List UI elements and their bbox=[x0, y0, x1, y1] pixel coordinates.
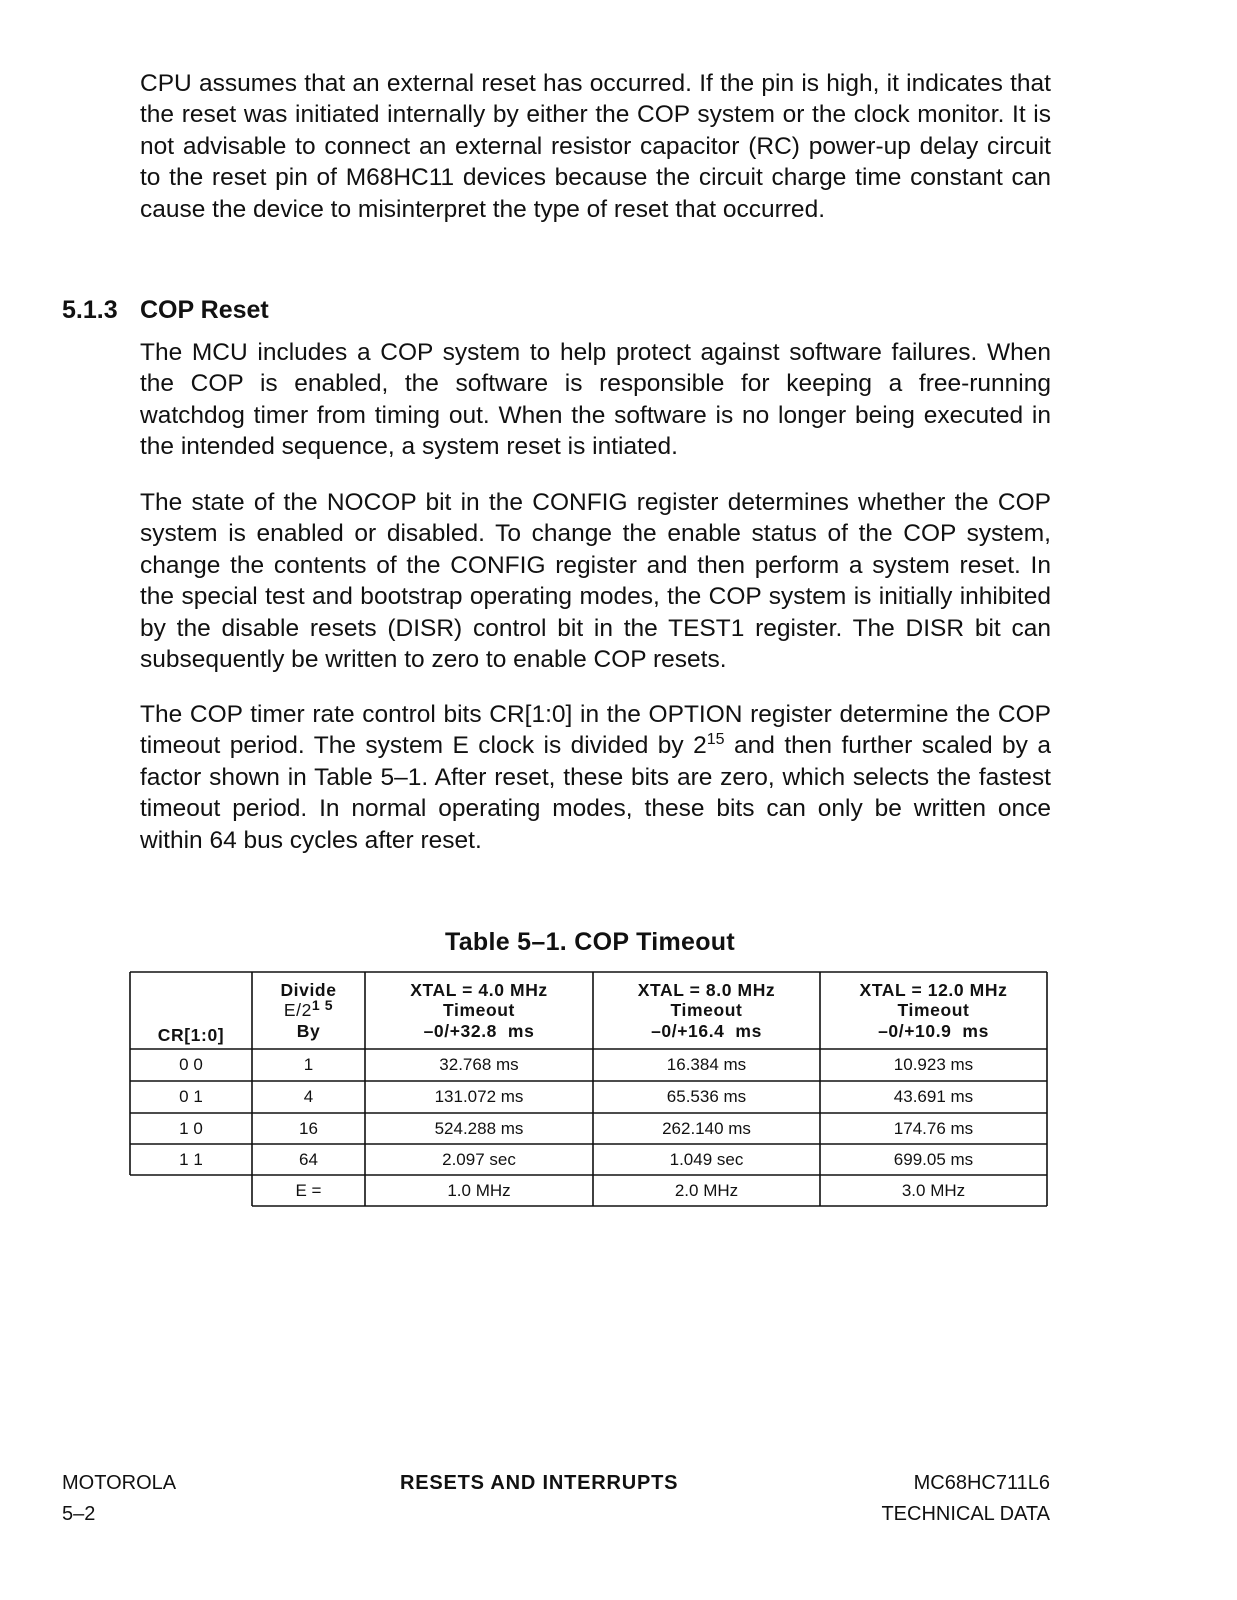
cell-timeout-4mhz: 131.072 ms bbox=[434, 1087, 524, 1106]
footer-doc-type: TECHNICAL DATA bbox=[881, 1503, 1050, 1525]
cell-e-label: E = bbox=[295, 1180, 322, 1200]
cell-timeout-4mhz: 524.288 ms bbox=[434, 1118, 524, 1138]
header-divide bbox=[252, 972, 365, 1049]
cell-timeout-12mhz: 43.691 ms bbox=[893, 1087, 974, 1106]
cell-cr: 1 0 bbox=[179, 1118, 203, 1138]
header-xtal-12-line3: –0/+10.9 ms bbox=[878, 1020, 989, 1041]
footer-chapter-title: RESETS AND INTERRUPTS bbox=[400, 1472, 679, 1494]
paragraph-cop-intro: The MCU includes a COP system to help protect against software failures. When the COP is enabled, the software is responsible for keeping a free-running watchdog timer from timing out. When the software is no longer being executed in the intended sequence, a system reset is intiated. bbox=[140, 339, 1051, 461]
paragraph-nocop-bit: The state of the NOCOP bit in the CONFIG register determines whether the COP system is enabled or disabled. To change the enable status of the COP system, change the contents of the CONFIG register and then perform a system reset. In the special test and bootstrap operating modes, the COP system is initially inhibited by the disable resets (DISR) control bit in the TEST1 register. The DISR bit can subsequently be written to zero to enable COP resets. bbox=[140, 489, 1051, 674]
header-divide-base: E/2 bbox=[283, 1000, 312, 1021]
header-divide-line3: By bbox=[296, 1020, 321, 1041]
header-xtal-4-line1: XTAL = 4.0 MHz bbox=[410, 979, 548, 1000]
para3-text-before: The COP timer rate control bits CR[1:0] in the OPTION register determine the COP timeout period. The system E clock is divided by 2 bbox=[140, 701, 1051, 760]
header-xtal-12 bbox=[820, 972, 1047, 1049]
header-xtal-4-line2: Timeout bbox=[443, 1000, 515, 1021]
header-xtal-8-line1: XTAL = 8.0 MHz bbox=[637, 979, 776, 1000]
footer-part-number: MC68HC711L6 bbox=[913, 1472, 1050, 1494]
section-number: 5.1.3 bbox=[62, 296, 118, 324]
cell-timeout-8mhz: 1.049 sec bbox=[669, 1149, 744, 1169]
cell-cr: 0 1 bbox=[179, 1087, 203, 1106]
header-xtal-12-line1: XTAL = 12.0 MHz bbox=[859, 979, 1008, 1000]
paragraph-reset-continuation: CPU assumes that an external reset has occurred. If the pin is high, it indicates that the reset was initiated internally by either the COP system or the clock monitor. It is not advisable to connect an external resistor capacitor (RC) power-up delay circuit to the reset pin of M68HC11 devices because the circuit charge time constant can cause the device to misinterpret the type of reset that occurred. bbox=[140, 70, 1051, 223]
cell-e-4mhz: 1.0 MHz bbox=[447, 1180, 511, 1200]
header-divide-line2 bbox=[283, 997, 334, 1021]
cell-timeout-12mhz: 174.76 ms bbox=[893, 1118, 974, 1138]
header-divide-exponent: 1 5 bbox=[311, 997, 334, 1014]
header-xtal-8 bbox=[593, 972, 820, 1049]
header-cr bbox=[130, 972, 252, 1049]
cell-timeout-4mhz: 32.768 ms bbox=[439, 1055, 519, 1074]
header-xtal-8-line3: –0/+16.4 ms bbox=[651, 1020, 762, 1041]
header-divide-line1: Divide bbox=[280, 979, 337, 1000]
cell-divide: 16 bbox=[299, 1118, 318, 1138]
cell-divide: 64 bbox=[299, 1149, 318, 1169]
cell-timeout-4mhz: 2.097 sec bbox=[442, 1149, 516, 1169]
para3-text-after: and then further scaled by a factor shown in Table 5–1. After reset, these bits are zero, which selects the fastest timeout period. In normal operating modes, these bits can only be written once within 64 bus cycles after reset. bbox=[140, 732, 1051, 854]
cell-cr: 0 0 bbox=[179, 1055, 203, 1074]
header-xtal-8-line2: Timeout bbox=[670, 1000, 743, 1021]
header-xtal-4 bbox=[365, 972, 593, 1049]
cell-timeout-8mhz: 16.384 ms bbox=[666, 1055, 747, 1074]
cell-timeout-12mhz: 10.923 ms bbox=[893, 1055, 974, 1074]
exponent: 15 bbox=[706, 731, 725, 749]
cell-e-12mhz: 3.0 MHz bbox=[901, 1180, 966, 1200]
cell-timeout-8mhz: 65.536 ms bbox=[666, 1087, 747, 1106]
cell-divide: 1 bbox=[303, 1055, 314, 1074]
cell-timeout-12mhz: 699.05 ms bbox=[893, 1149, 974, 1169]
cell-cr: 1 1 bbox=[179, 1149, 203, 1169]
table-title: Table 5–1. COP Timeout bbox=[444, 928, 736, 956]
footer-page-number: 5–2 bbox=[62, 1503, 96, 1525]
footer-brand: MOTOROLA bbox=[62, 1472, 177, 1494]
section-title: COP Reset bbox=[140, 296, 269, 324]
cell-e-8mhz: 2.0 MHz bbox=[674, 1180, 739, 1200]
header-xtal-4-line3: –0/+32.8 ms bbox=[423, 1020, 535, 1041]
cell-divide: 4 bbox=[303, 1087, 314, 1106]
cell-timeout-8mhz: 262.140 ms bbox=[662, 1118, 751, 1138]
header-cr-label: CR[1:0] bbox=[157, 1024, 225, 1045]
header-xtal-12-line2: Timeout bbox=[897, 1000, 970, 1021]
